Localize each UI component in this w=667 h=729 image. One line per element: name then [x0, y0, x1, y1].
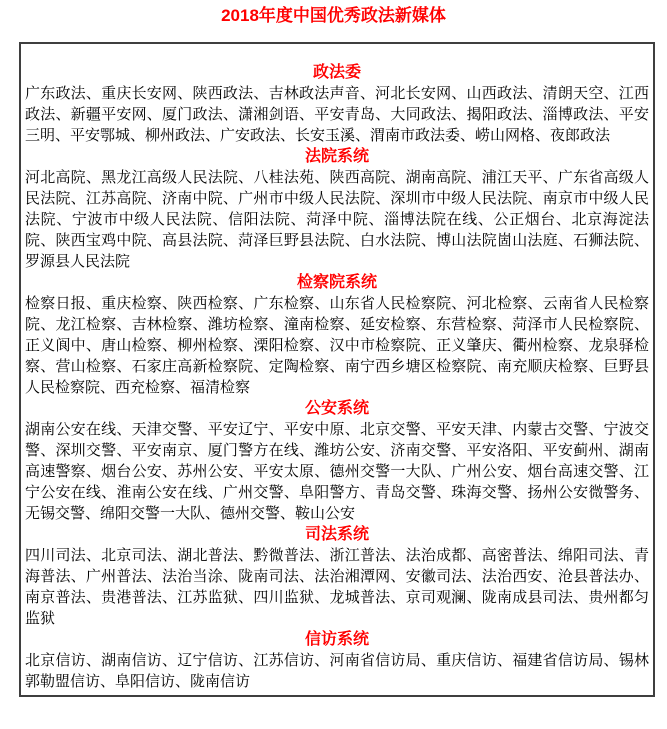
- section-political-legal-committee: [25, 62, 649, 146]
- section-procuratorates: [25, 272, 649, 398]
- section-title: 法院系统: [304, 148, 369, 165]
- page-title: 2018年度中国优秀政法新媒体: [221, 6, 446, 25]
- section-public-security: [25, 398, 649, 524]
- section-items: 广东政法、重庆长安网、陕西政法、吉林政法声音、河北长安网、山西政法、清朗天空、江西政法、新疆平安网、厦门政法、潇湘剑语、平安青岛、大同政法、揭阳政法、淄博政法、平安三明、平安鄂城、柳州政法、广安政法、长安玉溪、渭南市政法委、崂山网格、夜郎政法: [25, 85, 649, 144]
- section-title: 检察院系统: [296, 274, 377, 291]
- section-title: 信访系统: [304, 631, 369, 648]
- section-courts: [25, 146, 649, 272]
- section-items: 湖南公安在线、天津交警、平安辽宁、平安中原、北京交警、平安天津、内蒙古交警、宁波交警、深圳交警、平安南京、厦门警方在线、潍坊公安、济南交警、平安洛阳、平安蓟州、湖南高速警察、烟台公安、苏州公安、平安太原、德州交警一大队、广州公安、烟台高速交警、江宁公安在线、淮南公安在线、广州交警、阜阳警方、青岛交警、珠海交警、扬州公安微警务、无锡交警、绵阳交警一大队、德州交警、鞍山公安: [25, 421, 649, 522]
- section-justice: [25, 524, 649, 629]
- section-title: 司法系统: [304, 526, 369, 543]
- section-items: 检察日报、重庆检察、陕西检察、广东检察、山东省人民检察院、河北检察、云南省人民检察院、龙江检察、吉林检察、潍坊检察、潼南检察、延安检察、东营检察、菏泽市人民检察院、正义阆中、唐山检察、柳州检察、溧阳检察、汉中市检察院、正义肇庆、衢州检察、龙泉驿检察、营山检察、石家庄高新检察院、定陶检察、南宁西乡塘区检察院、南充顺庆检察、巨野县人民检察院、西充检察、福清检察: [25, 295, 649, 396]
- section-petition: [25, 629, 649, 692]
- award-list-box: [19, 42, 655, 697]
- section-title: 政法委: [312, 64, 361, 81]
- section-items: 河北高院、黑龙江高级人民法院、八桂法苑、陕西高院、湖南高院、浦江天平、广东省高级人民法院、江苏高院、济南中院、广州市中级人民法院、深圳市中级人民法院、南京市中级人民法院、宁波市中级人民法院、信阳法院、菏泽中院、淄博法院在线、公正烟台、北京海淀法院、陕西宝鸡中院、高县法院、菏泽巨野县法院、白水法院、博山法院崮山法庭、石狮法院、罗源县人民法院: [25, 169, 649, 270]
- section-items: 四川司法、北京司法、湖北普法、黔微普法、浙江普法、法治成都、高密普法、绵阳司法、青海普法、广州普法、法治当涂、陇南司法、法治湘潭网、安徽司法、法治西安、沧县普法办、南京普法、贵港普法、江苏监狱、四川监狱、龙城普法、京司观澜、陇南成县司法、贵州都匀监狱: [25, 547, 649, 627]
- section-items: 北京信访、湖南信访、辽宁信访、江苏信访、河南省信访局、重庆信访、福建省信访局、锡林郭勒盟信访、阜阳信访、陇南信访: [25, 652, 649, 690]
- section-title: 公安系统: [304, 400, 369, 417]
